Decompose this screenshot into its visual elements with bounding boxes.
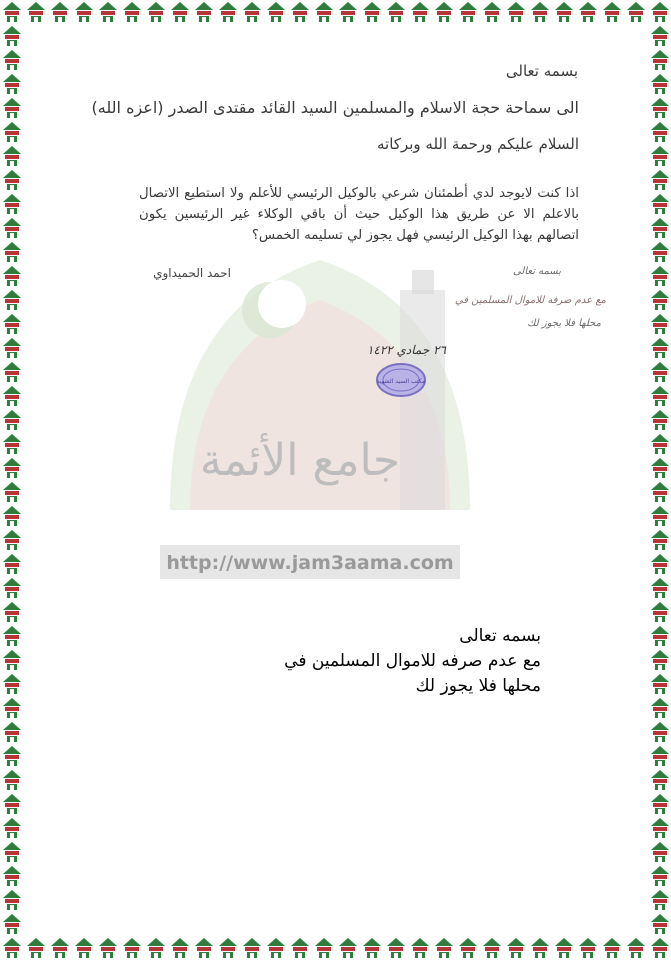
letter-addressee: الى سماحة حجة الاسلام والمسلمين السيد القائد مقتدى الصدر (اعزه الله) xyxy=(91,98,579,117)
handwritten-date: ٢٦ جمادي ١٤٢٢ xyxy=(366,343,446,357)
office-stamp xyxy=(375,362,427,398)
handwritten-line: محلها فلا يجوز لك xyxy=(527,318,601,329)
letter-signature: احمد الحميداوي xyxy=(153,266,231,280)
answer-basmala: بسمه تعالى xyxy=(459,626,541,646)
watermark-logo xyxy=(150,230,490,630)
watermark-logo-text: جامع الأئمة xyxy=(199,435,401,486)
watermark-url: http://www.jam3aama.com xyxy=(166,552,454,574)
handwritten-basmala: بسمه تعالى xyxy=(512,266,561,277)
letter-greeting: السلام عليكم ورحمة الله وبركاته xyxy=(377,135,579,153)
answer-line: محلها فلا يجوز لك xyxy=(415,676,541,696)
handwritten-line: مع عدم صرفه للاموال المسلمين في xyxy=(454,295,606,306)
letter-basmala: بسمه تعالى xyxy=(505,62,578,80)
stamp-text: مكتب السيد الشهيد xyxy=(376,378,426,385)
letter-question: اذا كنت لايوجد لدي أطمئنان شرعي بالوكيل الرئيسي للأعلم ولا استطيع الاتصال بالاعلم الا عن طريق هذا الوكيل حيث أن باقي الوكلاء غير الرئيسين يكون اتصالهم بهذا الوكيل الرئيسي فهل يجوز لي تسليمه الخمس؟ xyxy=(139,186,579,243)
answer-line: مع عدم صرفه للاموال المسلمين في xyxy=(284,651,541,671)
answer-block xyxy=(284,624,541,699)
